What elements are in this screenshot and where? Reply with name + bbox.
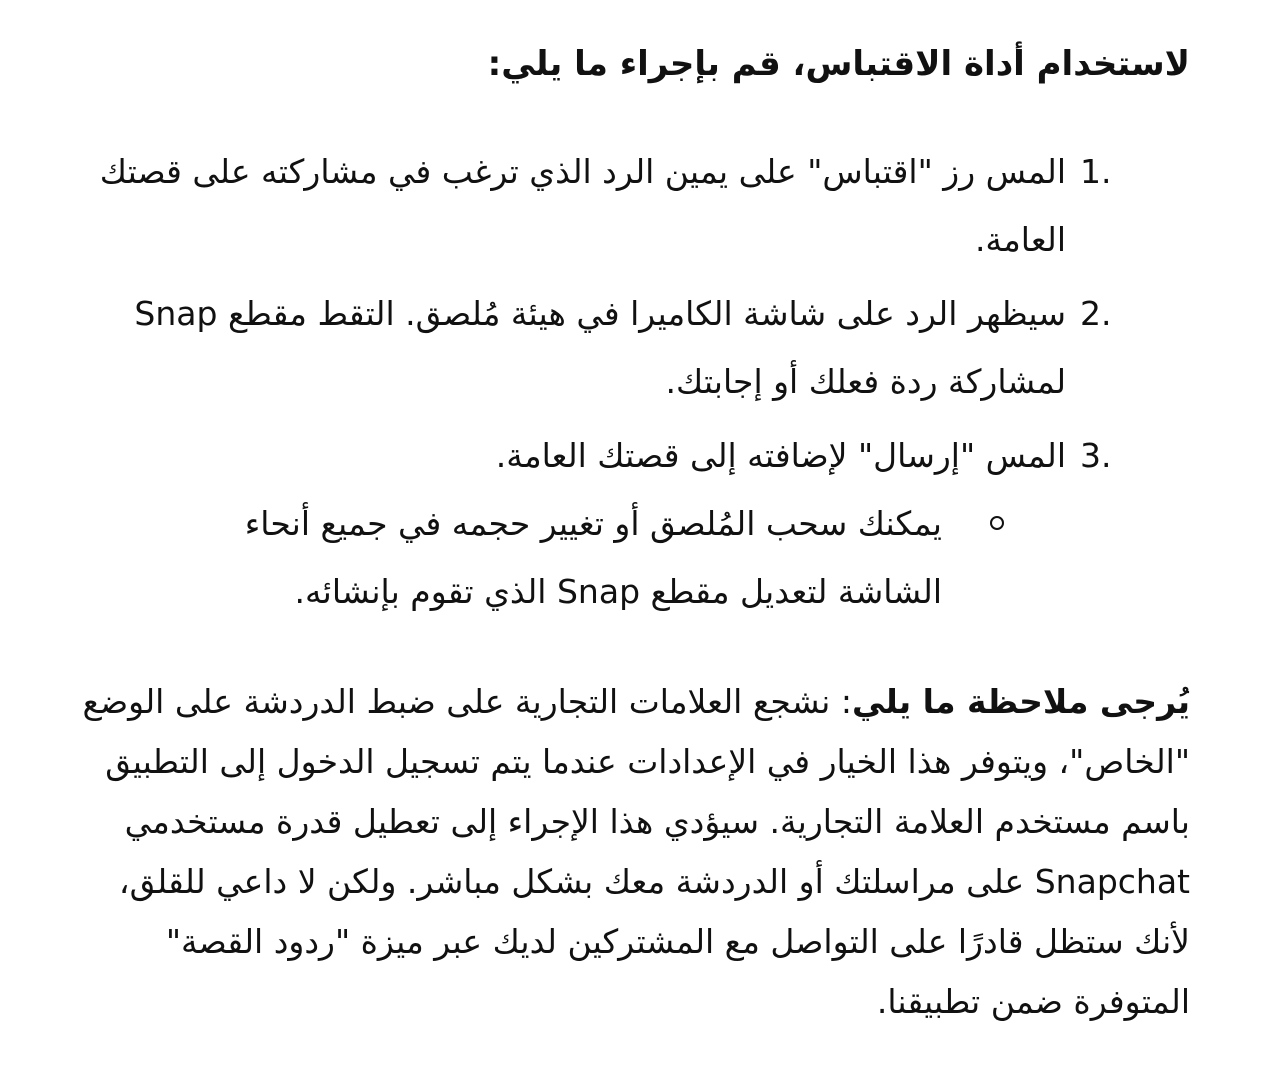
step-number: 3. <box>1080 436 1112 475</box>
note-text: نشجع العلامات التجارية على ضبط الدردشة على الوضع "الخاص"، ويتوفر هذا الخيار في الإعدادات عندما يتم تسجيل الدخول إلى التطبيق باسم مستخدم العلامة التجارية. سيؤدي هذا الإجراء إلى تعطيل قدرة مستخدمي Snapchat على مراسلتك أو الدردشة معك بشكل مباشر. ولكن لا داعي للقلق، لأنك ستظل قادرًا على التواصل مع المشتركين لديك عبر ميزة "ردود القصة" المتوفرة ضمن تطبيقنا. <box>82 682 1190 1021</box>
note-paragraph <box>80 672 1190 1032</box>
step-text: المس "إرسال" لإضافته إلى قصتك العامة. <box>495 436 1066 475</box>
sub-step-text: يمكنك سحب المُلصق أو تغيير حجمه في جميع أنحاء الشاشة لتعديل مقطع Snap الذي تقوم بإنشائه. <box>244 504 942 611</box>
sub-step-item <box>212 490 1066 626</box>
step-text: سيظهر الرد على شاشة الكاميرا في هيئة مُلصق. التقط مقطع Snap لمشاركة ردة فعلك أو إجابتك. <box>134 294 1066 401</box>
steps-list <box>80 138 1190 632</box>
step-number: 1. <box>1080 152 1112 191</box>
note-separator: : <box>840 682 852 721</box>
step-text: المس رز "اقتباس" على يمين الرد الذي ترغب في مشاركته على قصتك العامة. <box>99 152 1066 259</box>
sub-steps-list <box>80 490 1066 626</box>
step-number: 2. <box>1080 294 1112 333</box>
step-item <box>80 280 1190 416</box>
step-item <box>80 138 1190 274</box>
note-label: يُرجى ملاحظة ما يلي <box>851 682 1190 721</box>
step-item <box>80 422 1190 626</box>
hollow-circle-bullet-icon <box>990 516 1004 530</box>
section-heading: لاستخدام أداة الاقتباس، قم بإجراء ما يلي: <box>487 44 1190 84</box>
